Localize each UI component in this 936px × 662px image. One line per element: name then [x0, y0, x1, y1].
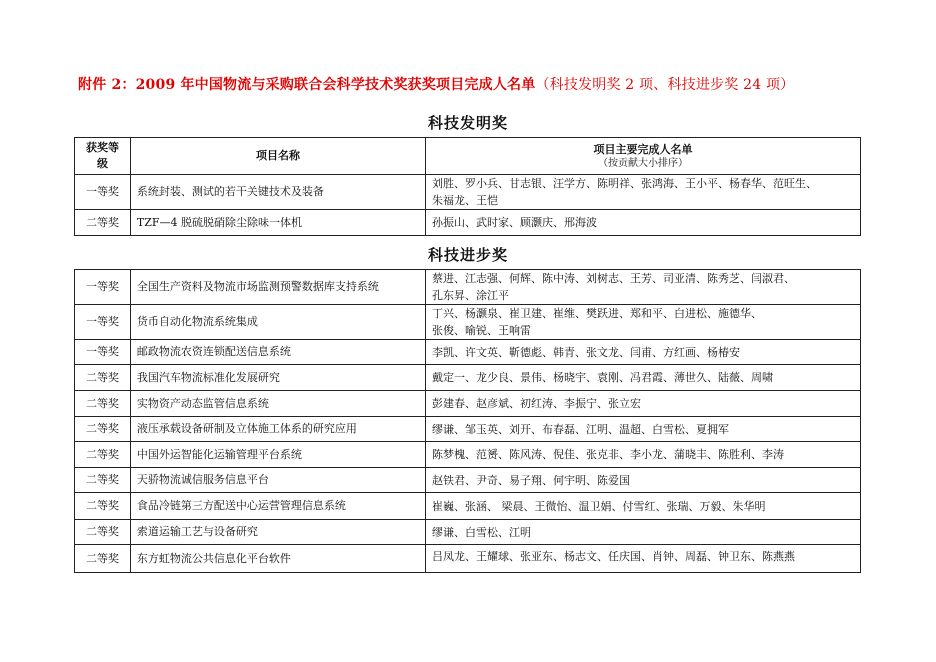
project-name: 索道运输工艺与设备研究 [130, 520, 425, 545]
people-list: 缪谦、白雪松、江明 [426, 520, 861, 545]
project-name: 货币自动化物流系统集成 [130, 305, 425, 340]
award-level: 二等奖 [75, 545, 131, 573]
award-level: 一等奖 [75, 270, 131, 305]
people-list: 缪谦、邹玉英、刘开、布春磊、江明、温超、白雪松、夏拥军 [426, 417, 861, 442]
project-name: 实物资产动态监管信息系统 [130, 391, 425, 417]
people-list: 孙振山、武时家、顾灏庆、邢海波 [426, 210, 861, 236]
award-level: 一等奖 [75, 305, 131, 340]
project-name: 东方虹物流公共信息化平台软件 [130, 545, 425, 573]
project-name: 中国外运智能化运输管理平台系统 [130, 442, 425, 468]
project-name: TZF—4 脱硫脱硝除尘除味一体机 [130, 210, 425, 236]
invention-heading: 科技发明奖 [427, 114, 508, 132]
award-level: 二等奖 [75, 417, 131, 442]
award-level: 二等奖 [75, 210, 131, 236]
people-list: 崔巍、张涵、 梁晨、王微怡、温卫娟、付雪红、张瑞、万毅、朱华明 [426, 493, 861, 520]
people-list: 戴定一、龙少良、景伟、杨晓宇、袁刚、冯君霞、薄世久、陆薇、周啸 [426, 365, 861, 391]
project-name: 天骄物流诚信服务信息平台 [130, 468, 425, 493]
people-list: 陈梦槐、范赟、陈风涛、倪佳、张克非、李小龙、蒲晓丰、陈胜利、李涛 [426, 442, 861, 468]
table-row [75, 520, 861, 545]
table-row [75, 442, 861, 468]
project-name: 全国生产资料及物流市场监测预警数据库支持系统 [130, 270, 425, 305]
award-level: 二等奖 [75, 391, 131, 417]
progress-table [74, 269, 861, 573]
header-people-note: （按贡献大小排序） [598, 157, 689, 169]
people-line-2: 张俊、喻锐、王响雷 [432, 324, 532, 337]
header-people-main: 项目主要完成人名单 [593, 142, 693, 156]
award-level: 二等奖 [75, 493, 131, 520]
invention-table [74, 137, 861, 236]
people-line-1: 蔡进、江志强、何辉、陈中涛、刘树志、王芳、司亚清、陈秀芝、闫淑君、 [432, 272, 796, 285]
people-list [426, 270, 861, 305]
header-project: 项目名称 [130, 138, 425, 175]
people-list: 赵铁君、尹奇、易子翔、何宇明、陈爱国 [426, 468, 861, 493]
project-name: 食品冷链第三方配送中心运营管理信息系统 [130, 493, 425, 520]
table-row [75, 175, 861, 210]
people-list: 彭建春、赵彦斌、初红涛、李振宁、张立宏 [426, 391, 861, 417]
people-list: 李凯、许文英、靳德彪、韩青、张文龙、闫甫、方红画、杨椿安 [426, 340, 861, 365]
project-name: 液压承载设备研制及立体施工体系的研究应用 [130, 417, 425, 442]
award-level: 一等奖 [75, 340, 131, 365]
title-main: 附件 2：2009 年中国物流与采购联合会科学技术奖获奖项目完成人名单 [78, 77, 536, 93]
people-line-2: 朱福龙、王恺 [432, 194, 499, 207]
people-list: 吕凤龙、王耀球、张亚东、杨志文、任庆国、肖钟、周磊、钟卫东、陈燕燕 [426, 545, 861, 573]
table-header-row [75, 138, 861, 175]
table-row [75, 468, 861, 493]
table-row [75, 270, 861, 305]
project-name: 系统封装、测试的若干关键技术及装备 [130, 175, 425, 210]
table-row [75, 417, 861, 442]
table-row [75, 545, 861, 573]
award-level: 二等奖 [75, 365, 131, 391]
header-people [426, 138, 861, 175]
project-name: 邮政物流农资连锁配送信息系统 [130, 340, 425, 365]
table-row [75, 365, 861, 391]
table-row [75, 493, 861, 520]
project-name: 我国汽车物流标准化发展研究 [130, 365, 425, 391]
document-title [78, 74, 918, 94]
people-line-1: 丁兴、杨灏泉、崔卫建、崔维、樊跃进、郑和平、白进松、施德华、 [432, 307, 763, 320]
award-level: 二等奖 [75, 442, 131, 468]
progress-heading: 科技进步奖 [427, 246, 508, 264]
people-line-1: 刘胜、罗小兵、甘志银、汪学方、陈明祥、张鸿海、王小平、杨春华、范旺生、 [432, 177, 818, 190]
award-level: 二等奖 [75, 468, 131, 493]
table-row [75, 340, 861, 365]
table-row [75, 391, 861, 417]
people-list [426, 305, 861, 340]
people-line-2: 孔东昇、涂江平 [432, 289, 510, 302]
table-row [75, 305, 861, 340]
award-level: 二等奖 [75, 520, 131, 545]
table-row [75, 210, 861, 236]
header-level: 获奖等级 [75, 138, 131, 175]
title-sub: （科技发明奖 2 项、科技进步奖 24 项） [535, 77, 795, 93]
people-list [426, 175, 861, 210]
award-level: 一等奖 [75, 175, 131, 210]
